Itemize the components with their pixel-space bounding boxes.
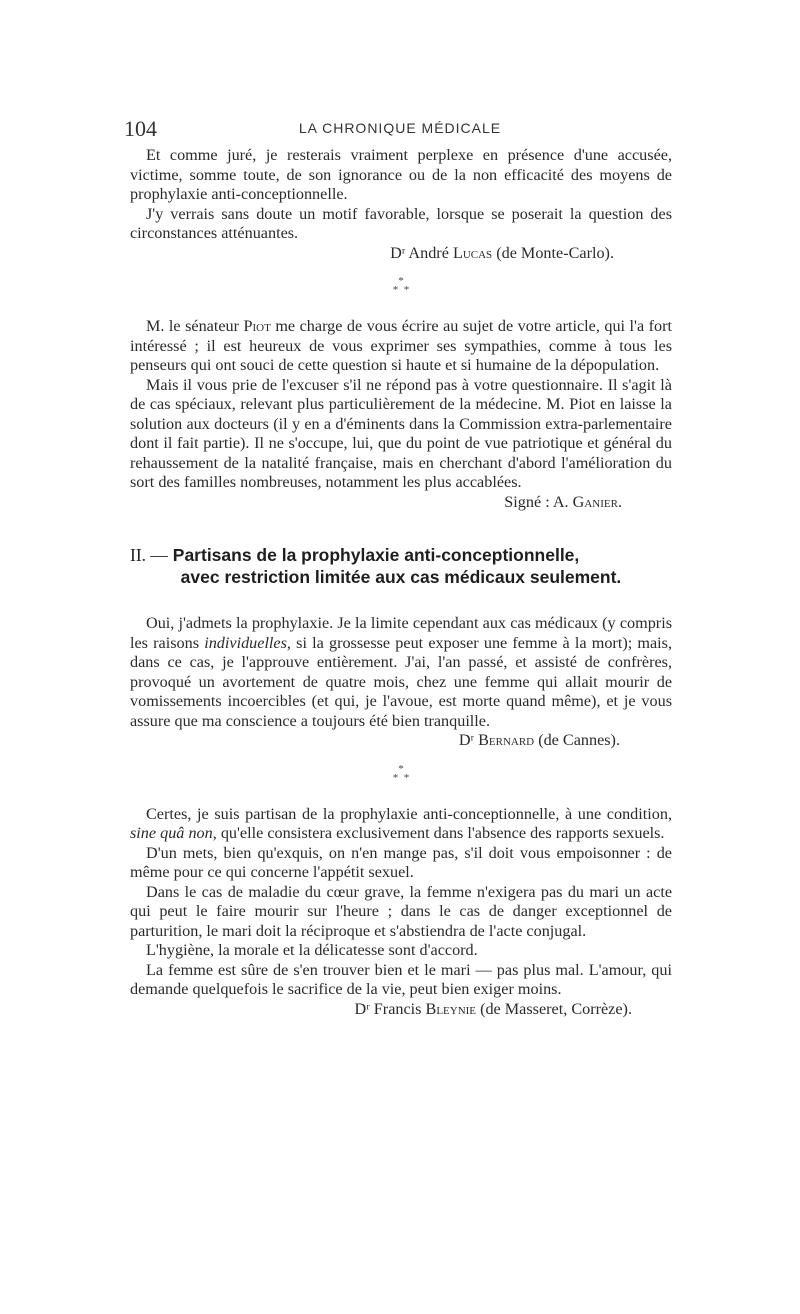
signature: Dʳ Bernard (de Cannes). [458,731,620,749]
asterism [130,751,672,805]
paragraph: La femme est sûre de s'en trouver bien et le mari — pas plus mal. L'amour, qui demande quelquefois le sacrifice de la vie, peut bien exiger moins. [130,960,672,998]
letter-bernard [130,614,672,751]
signature: Dʳ Francis Bleynie (de Masseret, Corrèze). [354,999,632,1018]
letter-lucas [130,146,672,263]
paragraph: Certes, je suis partisan de la prophylaxie anti-conceptionnelle, à une condition, sine quâ non, qu'elle consistera exclusivement dans l'absence des rapports sexuels. [130,804,672,842]
paragraph: M. le sénateur Piot me charge de vous écrire au sujet de votre article, qui l'a fort intéressé ; il est heureux de vous exprimer ses sympathies, comme à tous les penseurs qui ont souci de cette question si haute et si humaine de la dépopulation. [130,317,672,374]
section-number: II. — [130,545,168,565]
section-heading [130,544,672,588]
letter-ganier [130,317,672,512]
asterism [130,263,672,317]
page-number: 104 [124,116,157,141]
asterism-star: * [403,771,410,784]
paragraph: D'un mets, bien qu'exquis, on n'en mange pas, s'il doit vous empoisonner : de même pour ce qui concerne l'appétit sexuel. [130,843,672,881]
asterism-star: * [392,284,399,296]
signature: Dʳ André Lucas (de Monte-Carlo). [390,243,614,262]
asterism-star: * [392,771,399,784]
asterism-star: * [398,762,404,775]
asterism-star: * [403,284,410,296]
paragraph: Mais il vous prie de l'excuser s'il ne répond pas à votre questionnaire. Il s'agit là de cas spéciaux, relevant plus particulièrement de la médecine. M. Piot en laisse la solution aux docteurs (il y en a d'éminents dans la Commission extra-parlementaire dont il fait partie). Il ne s'occupe, lui, que du point de vue patriotique et général du rehaussement de la natalité française, mais en cherchant d'abord l'amélioration du sort des familles nombreuses, notamment les plus accablées. [130,375,672,491]
paragraph: Oui, j'admets la prophylaxie. Je la limite cependant aux cas médicaux (y compris les raisons individuelles, si la grossesse peut exposer une femme à la mort); mais, dans ce cas, je l'approuve entièrement. J'ai, l'an passé, et assisté de confrères, provoqué un avortement de quatre mois, chez une femme qui allait mourir de vomissements incoercibles (et qui, je l'avoue, est morte quand même), et je vous assure que ma conscience a toujours été bien tranquille. [130,614,672,730]
page-body [130,146,672,1019]
section-title-line-1: Partisans de la prophylaxie anti-conceptionnelle, [172,545,580,565]
paragraph: J'y verrais sans doute un motif favorable, lorsque se poserait la question des circonstances atténuantes. [130,204,672,242]
paragraph: Et comme juré, je resterais vraiment perplexe en présence d'une accusée, victime, somme toute, de son ignorance ou de la non efficacité des moyens de prophylaxie anti-conceptionnelle. [130,146,672,203]
letter-bleynie [130,805,672,1020]
signature: Signé : A. Ganier. [504,492,622,511]
running-head: LA CHRONIQUE MÉDICALE [298,120,502,136]
section-title-line-2: avec restriction limitée aux cas médicaux seulement. [180,567,622,587]
paragraph: L'hygiène, la morale et la délicatesse sont d'accord. [146,941,478,959]
asterism-star: * [398,275,404,287]
paragraph: Dans le cas de maladie du cœur grave, la femme n'exigera pas du mari un acte qui peut le faire mourir sur l'heure ; dans le cas de danger exceptionnel de parturition, le mari doit la réciproque et s'abstiendra de l'acte conjugal. [130,882,672,940]
